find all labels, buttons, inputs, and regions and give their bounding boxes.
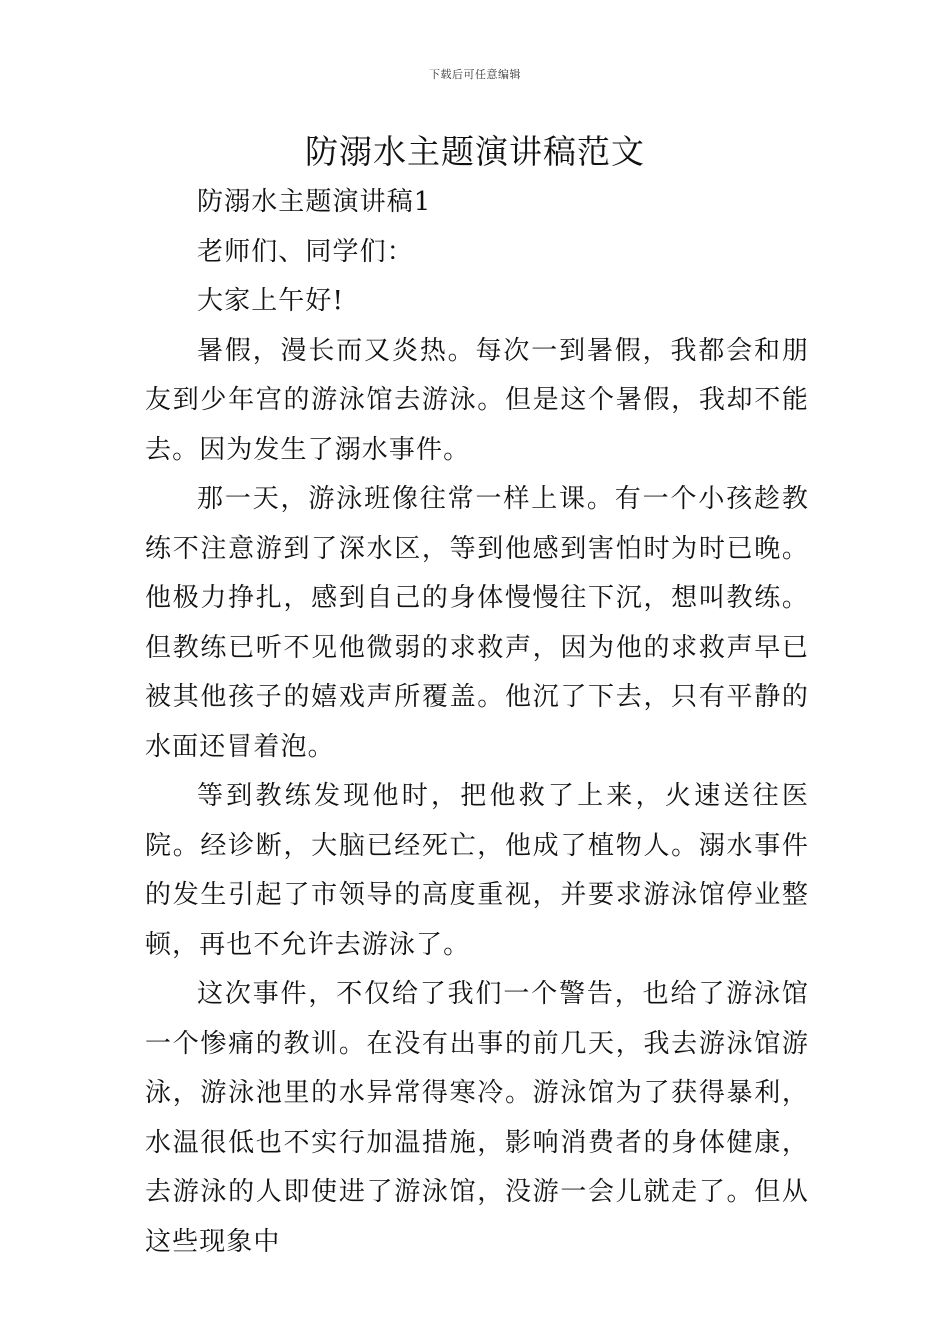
- greeting: 大家上午好!: [197, 286, 345, 316]
- document-title: 防溺水主题演讲稿范文: [305, 132, 645, 171]
- body-paragraph: 那一天，游泳班像往常一样上课。有一个小孩趁教练不注意游到了深水区，等到他感到害怕时为时已晚。他极力挣扎，感到自己的身体慢慢往下沉，想叫教练。但教练已听不见他微弱的求救声，因为他的求救声早已被其他孩子的嬉戏声所覆盖。他沉了下去，只有平静的水面还冒着泡。: [145, 484, 809, 762]
- salutation: 老师们、同学们：: [197, 236, 414, 267]
- body-paragraph: 等到教练发现他时，把他救了上来，火速送往医院。经诊断，大脑已经死亡，他成了植物人。溺水事件的发生引起了市领导的高度重视，并要求游泳馆停业整顿，再也不允许去游泳了。: [145, 781, 809, 960]
- header-note: 下载后可任意编辑: [429, 68, 521, 81]
- speech-subtitle: 防溺水主题演讲稿1: [197, 187, 432, 217]
- body-paragraph: 这次事件，不仅给了我们一个警告，也给了游泳馆一个惨痛的教训。在没有出事的前几天，我去游泳馆游泳，游泳池里的水异常得寒冷。游泳馆为了获得暴利，水温很低也不实行加温措施，影响消费者的身体健康，去游泳的人即使进了游泳馆，没游一会儿就走了。但从这些现象中: [145, 979, 809, 1257]
- document-body: [145, 178, 809, 1267]
- body-paragraph: 暑假，漫长而又炎热。每次一到暑假，我都会和朋友到少年宫的游泳馆去游泳。但是这个暑假，我却不能去。因为发生了溺水事件。: [145, 335, 809, 465]
